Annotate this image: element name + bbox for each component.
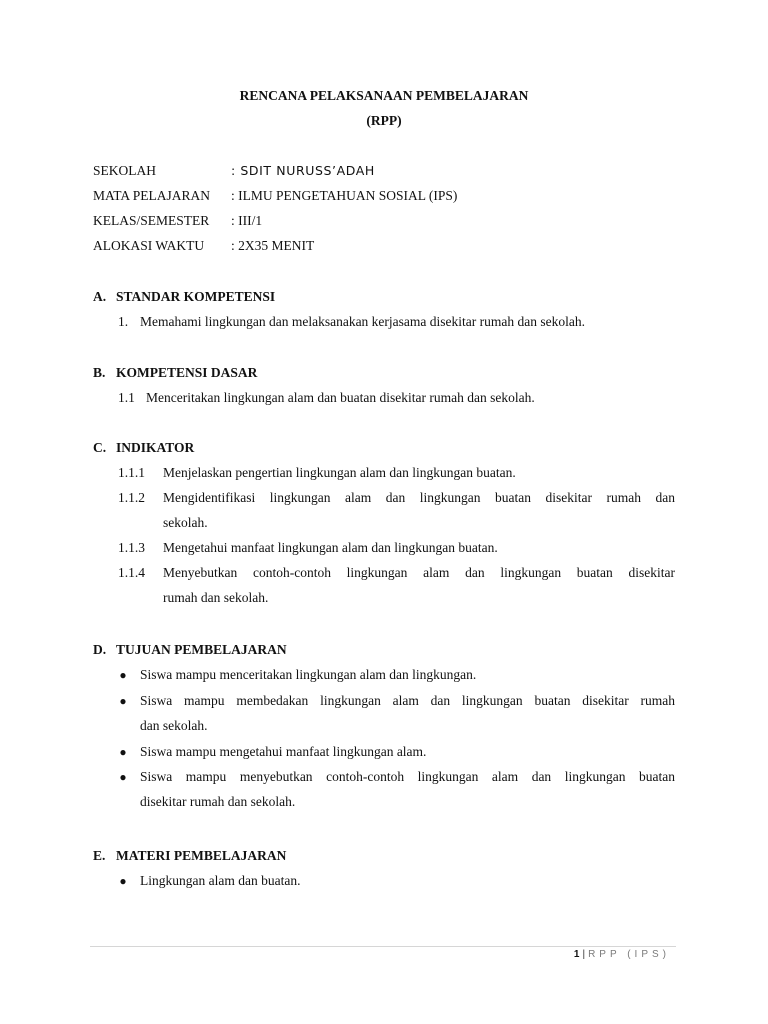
section-tujuan-pembelajaran — [93, 642, 675, 819]
item-text: Menjelaskan pengertian lingkungan alam dan lingkungan buatan. — [163, 465, 516, 480]
info-label: KELAS/SEMESTER — [93, 213, 210, 228]
item-text: Siswa mampu menyebutkan contoh-contoh lingkungan alam dan lingkungan buatan — [140, 769, 675, 784]
info-label: MATA PELAJARAN — [93, 188, 211, 203]
indicator-item — [93, 565, 675, 590]
list-item — [93, 314, 675, 339]
item-text: Mengetahui manfaat lingkungan alam dan lingkungan buatan. — [163, 540, 498, 555]
bullet-item-continued — [93, 718, 675, 744]
item-text: Siswa mampu menceritakan lingkungan alam dan lingkungan. — [140, 667, 477, 682]
section-kompetensi-dasar — [93, 365, 675, 415]
item-number: 1. — [118, 314, 129, 329]
section-letter: B. — [93, 365, 106, 380]
bullet-item — [93, 744, 675, 769]
section-heading — [93, 289, 675, 314]
identity-block — [93, 163, 457, 263]
info-value: : III/1 — [231, 213, 263, 228]
document-title: RENCANA PELAKSANAAN PEMBELAJARAN — [239, 88, 529, 103]
section-heading — [93, 440, 675, 465]
indicator-item — [93, 490, 675, 515]
bullet-item — [93, 667, 675, 693]
section-heading — [93, 848, 675, 873]
section-materi-pembelajaran — [93, 848, 675, 898]
item-text: Menceritakan lingkungan alam dan buatan disekitar rumah dan sekolah. — [146, 390, 535, 405]
bullet-item — [93, 873, 675, 898]
document-subtitle: (RPP) — [366, 113, 402, 128]
section-letter: E. — [93, 848, 106, 863]
indicator-item-continued — [93, 590, 675, 615]
info-row-waktu — [93, 238, 457, 263]
item-text: dan sekolah. — [140, 718, 208, 733]
section-title: TUJUAN PEMBELAJARAN — [116, 642, 287, 657]
bullet-item-continued — [93, 794, 675, 819]
info-label: SEKOLAH — [93, 163, 156, 178]
section-title: INDIKATOR — [116, 440, 195, 455]
item-text: Memahami lingkungan dan melaksanakan kerjasama disekitar rumah dan sekolah. — [140, 314, 585, 329]
info-label: ALOKASI WAKTU — [93, 238, 205, 253]
indicator-item — [93, 540, 675, 565]
item-number: 1.1.4 — [118, 565, 145, 580]
bullet-icon: ● — [119, 668, 127, 682]
section-title: STANDAR KOMPETENSI — [116, 289, 276, 304]
section-letter: A. — [93, 289, 107, 304]
section-heading — [93, 365, 675, 390]
info-row-sekolah — [93, 163, 457, 188]
item-text: disekitar rumah dan sekolah. — [140, 794, 296, 809]
bullet-icon: ● — [119, 745, 127, 759]
item-text: Mengidentifikasi lingkungan alam dan lingkungan buatan disekitar rumah dan — [163, 490, 675, 505]
section-standar-kompetensi — [93, 289, 675, 339]
section-letter: C. — [93, 440, 107, 455]
indicator-item — [93, 465, 675, 490]
item-number: 1.1.1 — [118, 465, 145, 480]
item-text: Menyebutkan contoh-contoh lingkungan alam dan lingkungan buatan disekitar — [163, 565, 675, 580]
page-footer — [574, 949, 670, 960]
footer-doc-tag: RPP (IPS) — [588, 949, 670, 960]
footer-separator: | — [582, 949, 586, 960]
info-row-kelas — [93, 213, 457, 238]
item-text: Siswa mampu membedakan lingkungan alam dan lingkungan buatan disekitar rumah — [140, 693, 675, 708]
info-row-mapel — [93, 188, 457, 213]
bullet-icon: ● — [119, 770, 127, 784]
section-title: MATERI PEMBELAJARAN — [116, 848, 287, 863]
item-text: sekolah. — [163, 515, 208, 530]
section-title: KOMPETENSI DASAR — [116, 365, 258, 380]
info-value: : ILMU PENGETAHUAN SOSIAL (IPS) — [231, 188, 458, 203]
info-value: : SDIT NURUSS’ADAH — [231, 163, 375, 178]
section-heading — [93, 642, 675, 667]
bullet-icon: ● — [119, 874, 127, 888]
bullet-icon: ● — [119, 694, 127, 708]
footer-divider — [90, 946, 676, 947]
item-number: 1.1 — [118, 390, 135, 405]
bullet-item — [93, 693, 675, 718]
item-text: rumah dan sekolah. — [163, 590, 269, 605]
item-text: Siswa mampu mengetahui manfaat lingkungan alam. — [140, 744, 427, 759]
item-number: 1.1.3 — [118, 540, 145, 555]
info-value: : 2X35 MENIT — [231, 238, 315, 253]
item-number: 1.1.2 — [118, 490, 145, 505]
list-item — [93, 390, 675, 415]
page-number: 1 — [573, 949, 580, 960]
indicator-item-continued — [93, 515, 675, 540]
section-indikator — [93, 440, 675, 615]
item-text: Lingkungan alam dan buatan. — [140, 873, 301, 888]
section-letter: D. — [93, 642, 107, 657]
bullet-item — [93, 769, 675, 794]
